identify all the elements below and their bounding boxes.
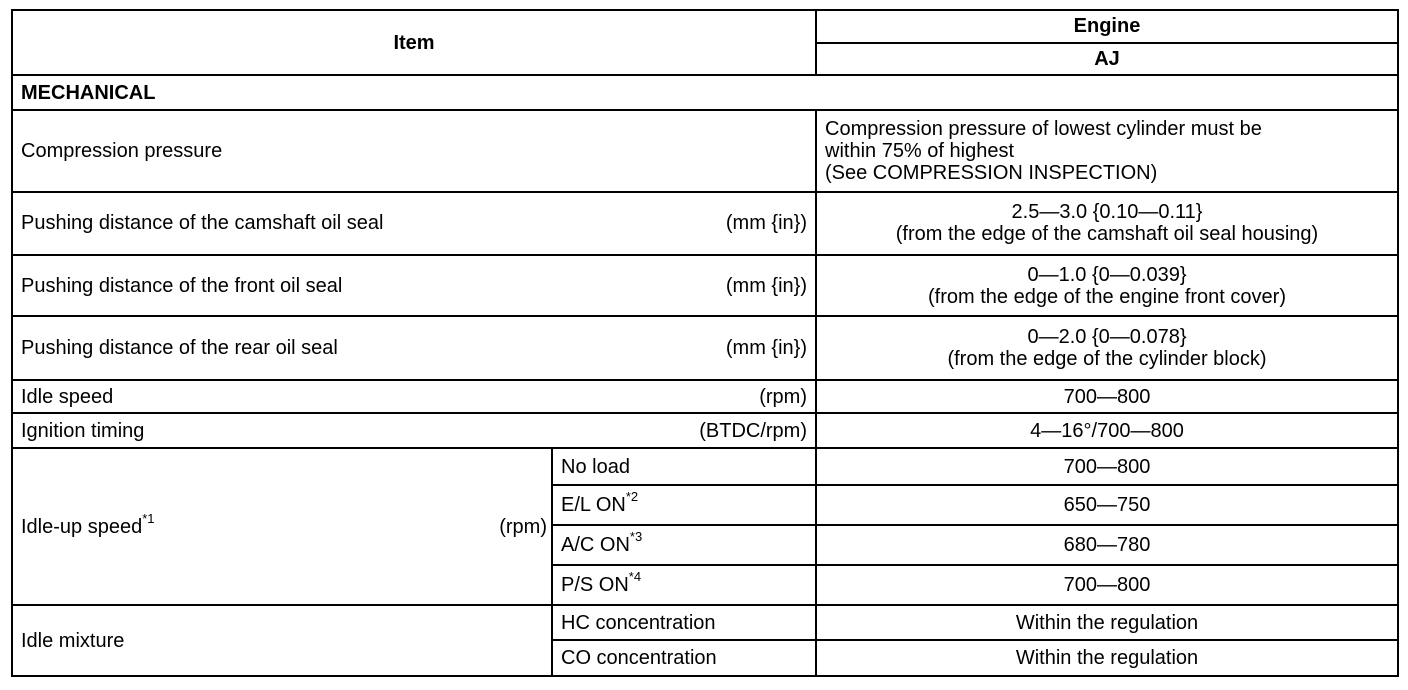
front-seal-label: Pushing distance of the front oil seal [21,274,343,297]
idle-speed-cell [12,380,816,414]
idle-mixture-cond-hc: HC concentration [552,605,816,640]
compression-label: Compression pressure [12,110,816,192]
rear-seal-value-cell [816,316,1398,379]
idle-up-label: Idle-up speed$^{*1}$ [21,511,155,538]
camshaft-seal-unit: (mm {in}) [725,212,807,235]
header-engine: Engine [816,10,1398,43]
rear-seal-value: 0—2.0 {0—0.078} [1027,326,1187,349]
ps-on-footnote: *4 [628,569,642,585]
camshaft-seal-value-cell [816,192,1398,255]
ignition-timing-unit: (BTDC/rpm) [699,419,807,442]
front-seal-value-cell [816,255,1398,316]
idle-speed-label: Idle speed [21,385,114,408]
idle-speed-value: 700—800 [816,380,1398,414]
idle-up-value-el-on: 650—750 [816,485,1398,525]
compression-value-line2: within 75% of highest [825,139,1015,162]
front-seal-note: (from the edge of the engine front cover) [928,285,1286,308]
ignition-timing-cell [12,413,816,448]
idle-mixture-value-co: Within the regulation [816,640,1398,676]
idle-up-cell [12,448,552,605]
rear-seal-cell [12,316,816,379]
compression-value-line1: Compression pressure of lowest cylinder must be [825,117,1262,140]
spec-table [11,9,1399,677]
header-engine-model: AJ [816,43,1398,76]
front-seal-unit: (mm {in}) [725,274,807,297]
idle-up-cond-ac-on: A/C ON$^{*3}$ [552,525,816,565]
camshaft-seal-value: 2.5—3.0 {0.10—0.11} [1011,201,1203,224]
el-on-footnote: *2 [625,489,639,505]
idle-up-cond-no-load: No load [552,448,816,485]
idle-mixture-value-hc: Within the regulation [816,605,1398,640]
section-title: MECHANICAL [12,75,1398,110]
ignition-timing-label: Ignition timing [21,419,145,442]
idle-speed-unit: (rpm) [759,385,807,408]
idle-mixture-cond-co: CO concentration [552,640,816,676]
idle-up-value-no-load: 700—800 [816,448,1398,485]
idle-mixture-label: Idle mixture [12,605,552,676]
idle-up-unit: (rpm) [499,515,547,538]
idle-up-cond-ps-on: P/S ON$^{*4}$ [552,565,816,606]
compression-value [816,110,1398,192]
front-seal-value: 0—1.0 {0—0.039} [1027,263,1187,286]
idle-up-cond-el-on: E/L ON$^{*2}$ [552,485,816,525]
idle-up-footnote: *1 [142,511,155,527]
camshaft-seal-note: (from the edge of the camshaft oil seal housing) [895,223,1319,246]
ac-on-footnote: *3 [629,528,643,544]
rear-seal-label: Pushing distance of the rear oil seal [21,337,338,360]
idle-up-value-ac-on: 680—780 [816,525,1398,565]
rear-seal-note: (from the edge of the cylinder block) [947,348,1267,371]
camshaft-seal-cell [12,192,816,255]
header-item: Item [12,10,816,75]
idle-up-value-ps-on: 700—800 [816,565,1398,606]
front-seal-cell [12,255,816,316]
rear-seal-unit: (mm {in}) [725,337,807,360]
ignition-timing-value: 4—16°/700—800 [816,413,1398,448]
compression-value-line3: (See COMPRESSION INSPECTION) [825,161,1158,184]
camshaft-seal-label: Pushing distance of the camshaft oil seal [21,212,384,235]
